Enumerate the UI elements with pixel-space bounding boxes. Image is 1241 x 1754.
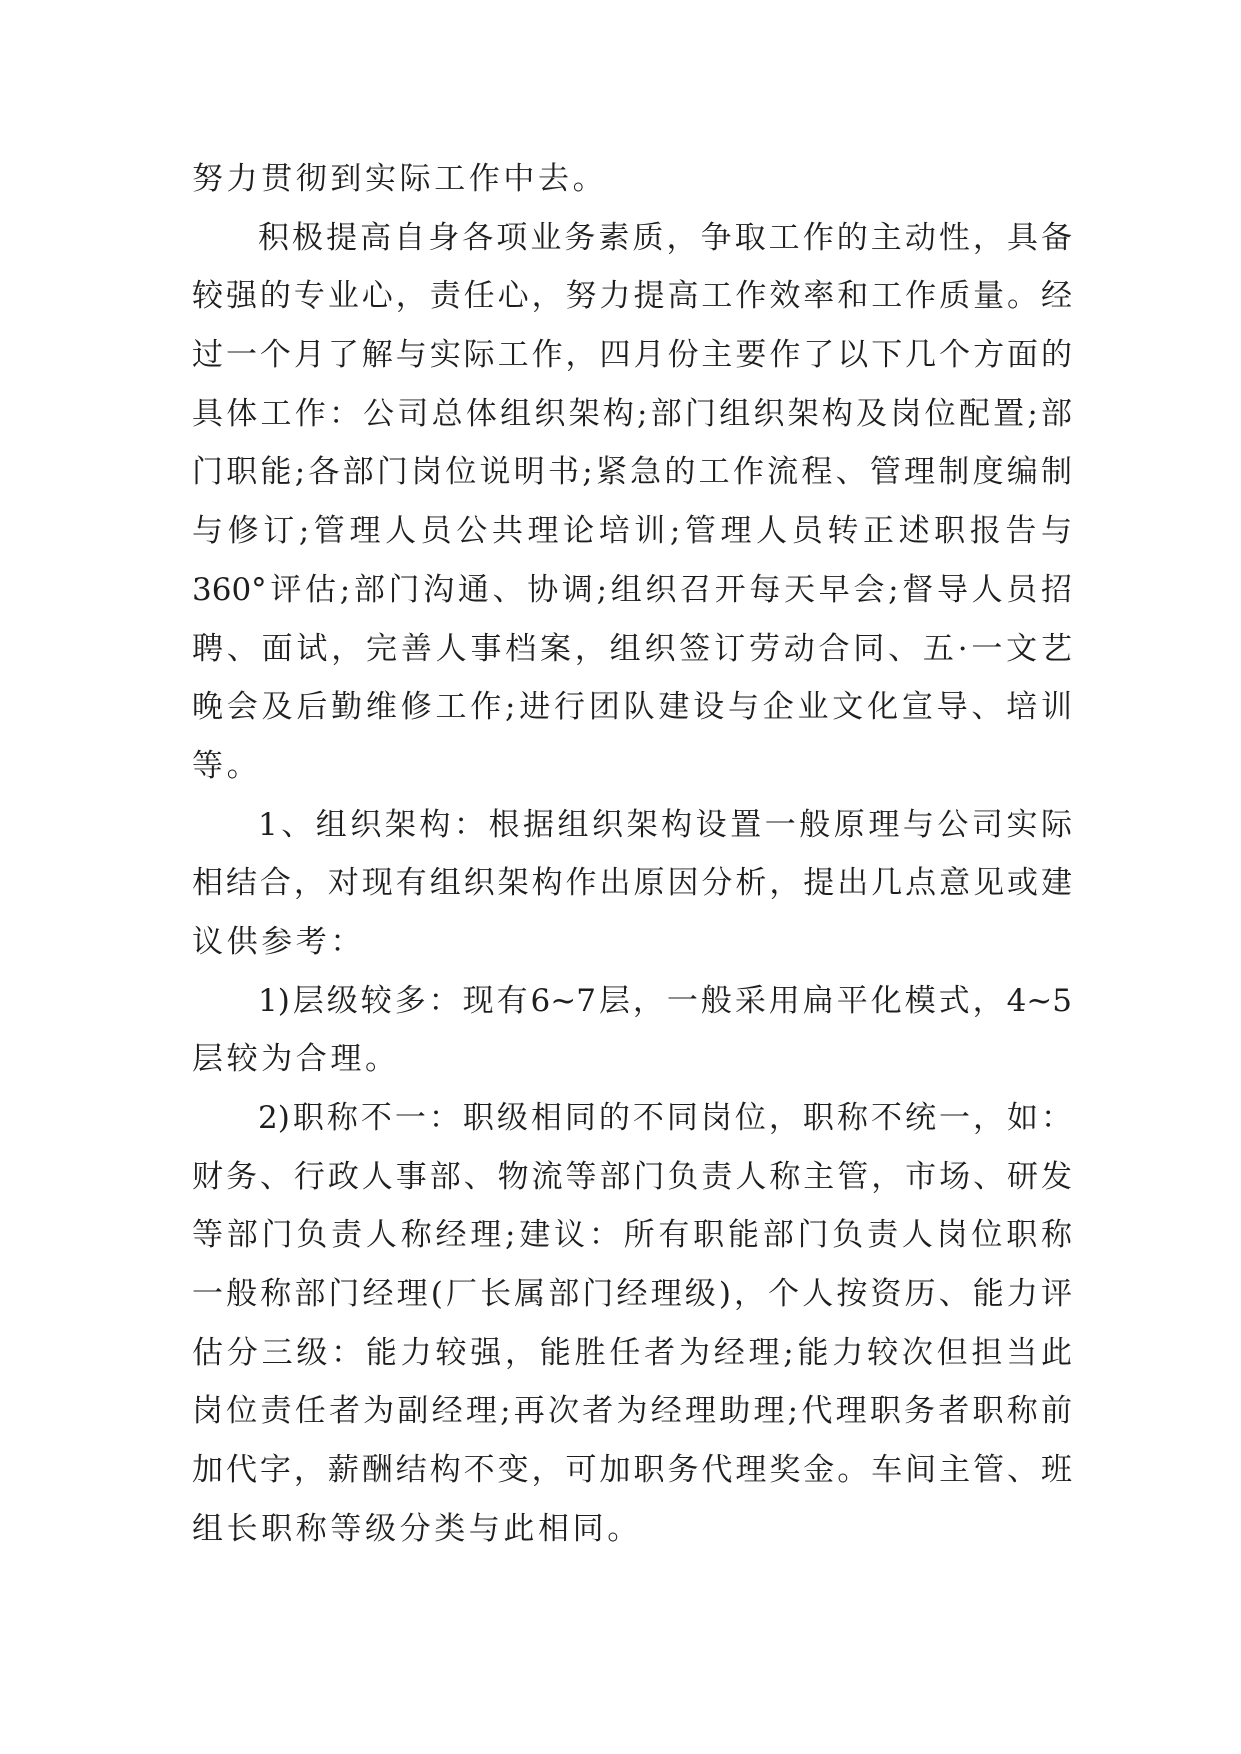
text-line: 等。 (192, 747, 262, 784)
text-line: 具体工作：公司总体组织架构;部门组织架构及岗位配置;部 (192, 395, 1072, 432)
text-line: 聘、面试，完善人事档案，组织签订劳动合同、五·一文艺 (192, 630, 1072, 667)
text-line: 等部门负责人称经理;建议：所有职能部门负责人岗位职称 (192, 1217, 1072, 1254)
text-line: 议供参考： (192, 923, 365, 960)
text-line: 1、组织架构：根据组织架构设置一般原理与公司实际 (258, 806, 1072, 843)
text-line: 相结合，对现有组织架构作出原因分析，提出几点意见或建 (192, 865, 1072, 902)
text-line: 组长职称等级分类与此相同。 (192, 1510, 642, 1547)
text-line: 过一个月了解与实际工作，四月份主要作了以下几个方面的 (192, 337, 1072, 374)
text-line: 努力贯彻到实际工作中去。 (192, 161, 608, 197)
text-line: 360°评估;部门沟通、协调;组织召开每天早会;督导人员招 (192, 571, 1072, 608)
text-line: 与修订;管理人员公共理论培训;管理人员转正述职报告与 (192, 513, 1072, 550)
text-line: 估分三级：能力较强，能胜任者为经理;能力较次但担当此 (192, 1334, 1072, 1371)
text-line: 层较为合理。 (192, 1041, 400, 1078)
text-line: 一般称部门经理(厂长属部门经理级)，个人按资历、能力评 (192, 1276, 1072, 1313)
text-line: 财务、行政人事部、物流等部门负责人称主管，市场、研发 (192, 1158, 1072, 1195)
text-line: 岗位责任者为副经理;再次者为经理助理;代理职务者职称前 (192, 1393, 1072, 1430)
text-line: 晚会及后勤维修工作;进行团队建设与企业文化宣导、培训 (192, 689, 1072, 726)
text-line: 2)职称不一：职级相同的不同岗位，职称不统一，如： (258, 1100, 1072, 1136)
text-line: 加代字，薪酬结构不变，可加职务代理奖金。车间主管、班 (192, 1452, 1072, 1489)
text-line: 门职能;各部门岗位说明书;紧急的工作流程、管理制度编制 (192, 454, 1072, 491)
document-body (192, 150, 1072, 1559)
text-line: 较强的专业心，责任心，努力提高工作效率和工作质量。经 (192, 278, 1072, 315)
text-line: 积极提高自身各项业务素质，争取工作的主动性，具备 (258, 219, 1072, 256)
text-line: 1)层级较多：现有6~7层，一般采用扁平化模式，4~5 (258, 982, 1072, 1019)
